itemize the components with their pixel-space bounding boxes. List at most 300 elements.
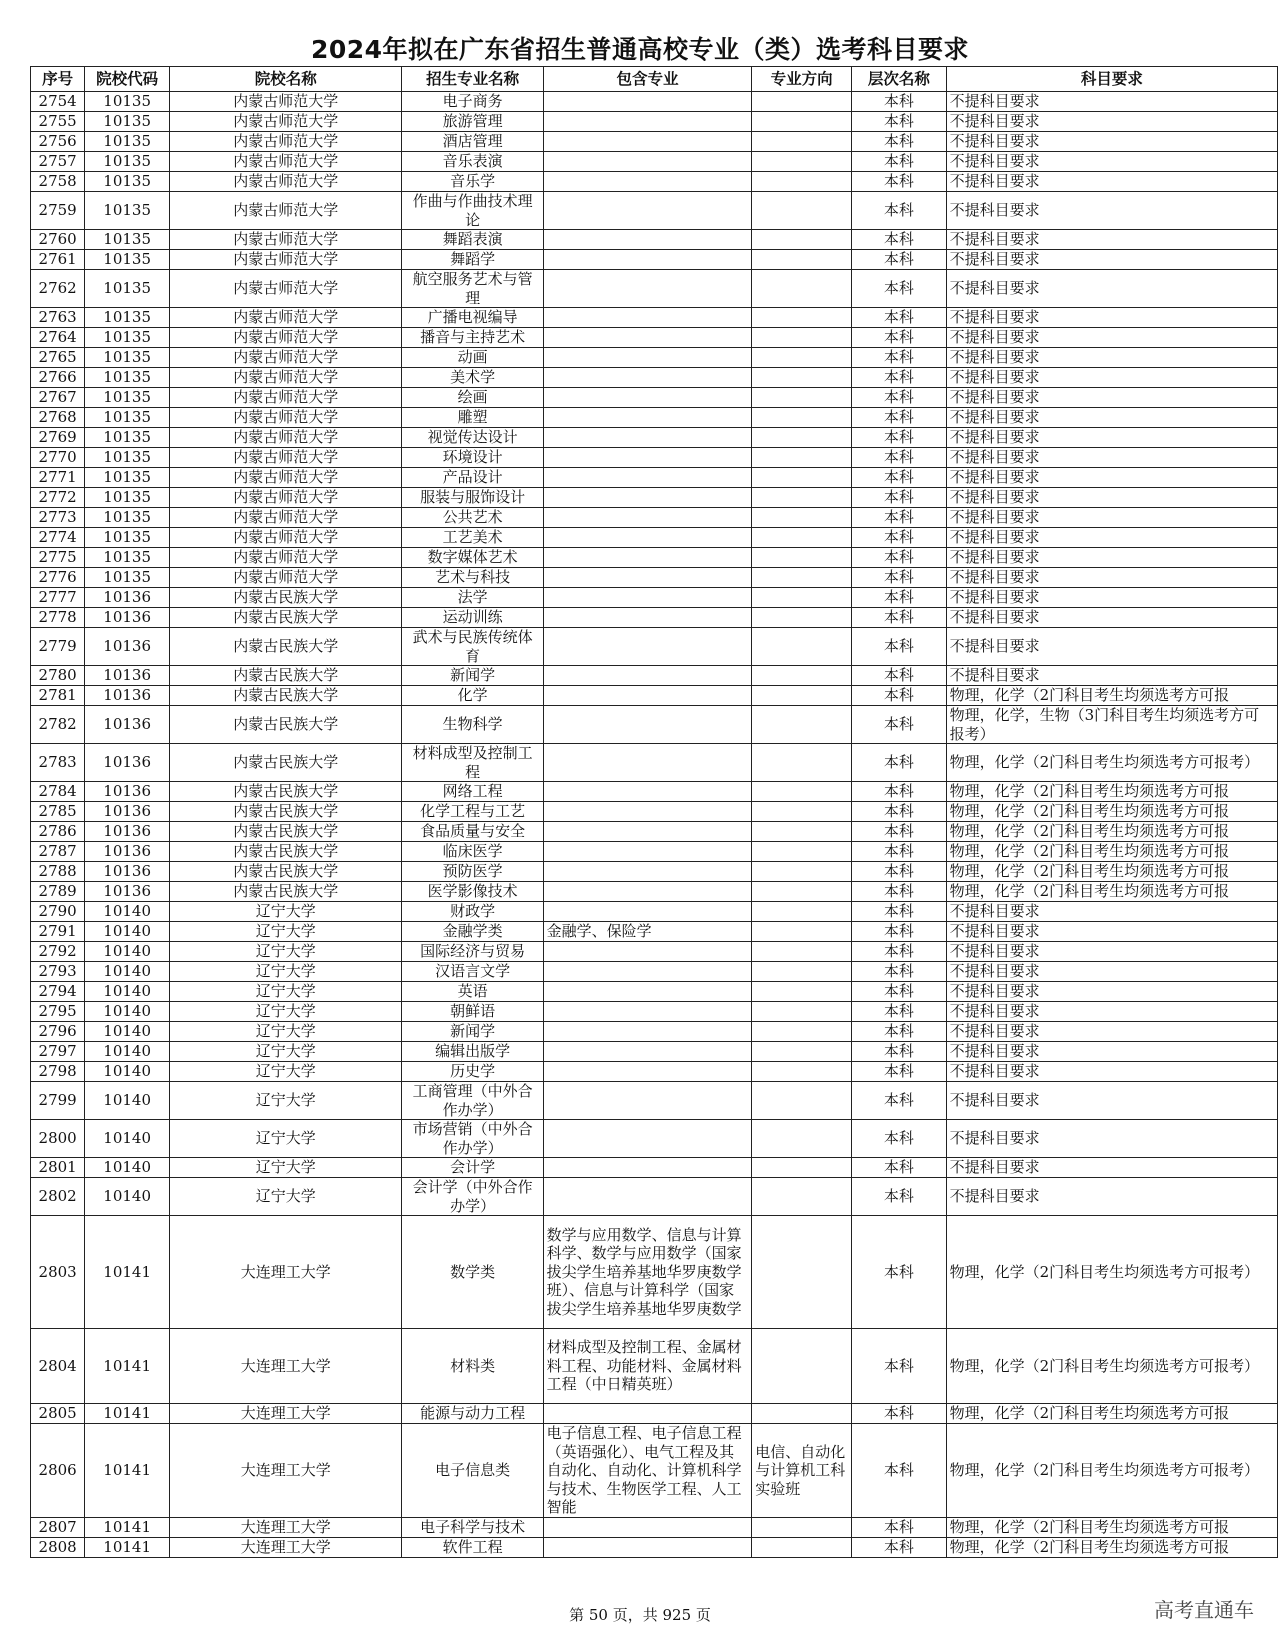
seq-cell: 2756 [31,132,85,152]
table-row [31,172,1278,192]
level-cell: 本科 [852,962,947,982]
level-cell: 本科 [852,706,947,744]
school-code-cell: 10141 [85,1216,170,1329]
school-code-cell: 10140 [85,1082,170,1120]
header-school-name: 院校名称 [170,67,402,92]
included-majors-cell [543,982,752,1002]
included-majors-cell [543,628,752,666]
school-name-cell: 大连理工大学 [170,1329,402,1404]
table-row [31,508,1278,528]
brand-watermark: 高考直通车 [1154,1598,1254,1622]
seq-cell: 2770 [31,448,85,468]
level-cell: 本科 [852,548,947,568]
included-majors-cell [543,112,752,132]
included-majors-cell [543,706,752,744]
level-cell: 本科 [852,802,947,822]
included-majors-cell [543,744,752,782]
table-row [31,588,1278,608]
level-cell: 本科 [852,408,947,428]
included-majors-cell [543,388,752,408]
school-code-cell: 10140 [85,1178,170,1216]
school-code-cell: 10136 [85,802,170,822]
subject-requirement-cell: 物理，化学（2门科目考生均须选考方可报 [946,1538,1277,1558]
direction-cell [752,1120,852,1158]
major-name-cell: 化学 [402,686,543,706]
subject-requirement-cell: 不提科目要求 [946,1062,1277,1082]
table-row [31,686,1278,706]
table-row [31,1538,1278,1558]
major-name-cell: 美术学 [402,368,543,388]
subject-requirement-cell: 不提科目要求 [946,132,1277,152]
direction-cell [752,1082,852,1120]
level-cell: 本科 [852,588,947,608]
table-row [31,1424,1278,1518]
header-included-majors: 包含专业 [543,67,752,92]
seq-cell: 2792 [31,942,85,962]
major-name-cell: 航空服务艺术与管理 [402,270,543,308]
school-name-cell: 内蒙古师范大学 [170,368,402,388]
major-name-cell: 环境设计 [402,448,543,468]
included-majors-cell [543,608,752,628]
subject-requirement-cell: 不提科目要求 [946,1120,1277,1158]
included-majors-cell [543,1002,752,1022]
table-row [31,842,1278,862]
level-cell: 本科 [852,112,947,132]
school-code-cell: 10135 [85,308,170,328]
seq-cell: 2788 [31,862,85,882]
direction-cell [752,488,852,508]
level-cell: 本科 [852,1178,947,1216]
level-cell: 本科 [852,942,947,962]
school-name-cell: 内蒙古师范大学 [170,270,402,308]
level-cell: 本科 [852,192,947,230]
school-code-cell: 10140 [85,962,170,982]
level-cell: 本科 [852,686,947,706]
included-majors-cell [543,1042,752,1062]
level-cell: 本科 [852,368,947,388]
subject-requirement-cell: 不提科目要求 [946,468,1277,488]
subject-requirement-cell: 不提科目要求 [946,112,1277,132]
included-majors-cell [543,488,752,508]
major-name-cell: 酒店管理 [402,132,543,152]
direction-cell [752,112,852,132]
table-row [31,862,1278,882]
table-row [31,388,1278,408]
direction-cell [752,942,852,962]
level-cell: 本科 [852,568,947,588]
school-name-cell: 辽宁大学 [170,1042,402,1062]
subject-requirement-cell: 物理，化学（2门科目考生均须选考方可报考） [946,1424,1277,1518]
school-name-cell: 大连理工大学 [170,1538,402,1558]
school-code-cell: 10135 [85,92,170,112]
major-name-cell: 法学 [402,588,543,608]
table-row [31,942,1278,962]
school-name-cell: 辽宁大学 [170,942,402,962]
included-majors-cell [543,588,752,608]
major-name-cell: 财政学 [402,902,543,922]
subject-requirement-cell: 不提科目要求 [946,250,1277,270]
school-name-cell: 辽宁大学 [170,1178,402,1216]
school-code-cell: 10136 [85,588,170,608]
direction-cell [752,782,852,802]
level-cell: 本科 [852,1424,947,1518]
major-name-cell: 雕塑 [402,408,543,428]
major-name-cell: 服装与服饰设计 [402,488,543,508]
table-row [31,230,1278,250]
included-majors-cell [543,842,752,862]
seq-cell: 2807 [31,1518,85,1538]
major-name-cell: 电子信息类 [402,1424,543,1518]
included-majors-cell [543,468,752,488]
included-majors-cell [543,172,752,192]
direction-cell [752,308,852,328]
direction-cell: 电信、自动化与计算机工科实验班 [752,1424,852,1518]
seq-cell: 2759 [31,192,85,230]
major-name-cell: 武术与民族传统体育 [402,628,543,666]
school-name-cell: 内蒙古民族大学 [170,822,402,842]
school-name-cell: 内蒙古师范大学 [170,448,402,468]
included-majors-cell [543,270,752,308]
included-majors-cell [543,508,752,528]
subject-requirement-cell: 不提科目要求 [946,508,1277,528]
school-code-cell: 10135 [85,112,170,132]
school-code-cell: 10135 [85,270,170,308]
seq-cell: 2774 [31,528,85,548]
seq-cell: 2772 [31,488,85,508]
major-name-cell: 数字媒体艺术 [402,548,543,568]
major-name-cell: 医学影像技术 [402,882,543,902]
seq-cell: 2794 [31,982,85,1002]
school-name-cell: 辽宁大学 [170,902,402,922]
table-row [31,568,1278,588]
included-majors-cell [543,802,752,822]
direction-cell [752,744,852,782]
subject-requirement-cell: 不提科目要求 [946,348,1277,368]
school-code-cell: 10135 [85,230,170,250]
school-name-cell: 内蒙古师范大学 [170,172,402,192]
level-cell: 本科 [852,308,947,328]
seq-cell: 2799 [31,1082,85,1120]
table-row [31,468,1278,488]
subject-requirement-cell: 不提科目要求 [946,902,1277,922]
included-majors-cell [543,1158,752,1178]
direction-cell [752,802,852,822]
major-name-cell: 舞蹈学 [402,250,543,270]
level-cell: 本科 [852,1002,947,1022]
table-row [31,488,1278,508]
major-name-cell: 汉语言文学 [402,962,543,982]
school-name-cell: 内蒙古师范大学 [170,408,402,428]
included-majors-cell [543,862,752,882]
school-code-cell: 10135 [85,568,170,588]
school-name-cell: 辽宁大学 [170,962,402,982]
level-cell: 本科 [852,1404,947,1424]
seq-cell: 2758 [31,172,85,192]
direction-cell [752,468,852,488]
level-cell: 本科 [852,1042,947,1062]
subject-requirement-cell: 不提科目要求 [946,528,1277,548]
included-majors-cell [543,1518,752,1538]
subject-requirement-cell: 不提科目要求 [946,962,1277,982]
school-code-cell: 10135 [85,448,170,468]
seq-cell: 2791 [31,922,85,942]
table-row [31,608,1278,628]
seq-cell: 2806 [31,1424,85,1518]
school-name-cell: 内蒙古师范大学 [170,250,402,270]
school-code-cell: 10135 [85,152,170,172]
requirements-table [30,66,1278,1558]
school-code-cell: 10141 [85,1424,170,1518]
level-cell: 本科 [852,744,947,782]
school-code-cell: 10141 [85,1404,170,1424]
major-name-cell: 会计学 [402,1158,543,1178]
school-code-cell: 10135 [85,528,170,548]
school-code-cell: 10135 [85,172,170,192]
table-row [31,1082,1278,1120]
major-name-cell: 英语 [402,982,543,1002]
header-subject-requirement: 科目要求 [946,67,1277,92]
school-code-cell: 10140 [85,1120,170,1158]
school-name-cell: 内蒙古民族大学 [170,862,402,882]
school-name-cell: 内蒙古师范大学 [170,112,402,132]
table-row [31,628,1278,666]
direction-cell [752,250,852,270]
school-name-cell: 大连理工大学 [170,1424,402,1518]
school-name-cell: 内蒙古师范大学 [170,192,402,230]
table-row [31,250,1278,270]
level-cell: 本科 [852,348,947,368]
level-cell: 本科 [852,902,947,922]
header-level: 层次名称 [852,67,947,92]
included-majors-cell [543,1062,752,1082]
level-cell: 本科 [852,468,947,488]
school-name-cell: 大连理工大学 [170,1404,402,1424]
direction-cell [752,922,852,942]
school-code-cell: 10135 [85,388,170,408]
seq-cell: 2801 [31,1158,85,1178]
table-row [31,744,1278,782]
school-code-cell: 10141 [85,1538,170,1558]
school-code-cell: 10140 [85,982,170,1002]
school-name-cell: 内蒙古民族大学 [170,802,402,822]
table-row [31,922,1278,942]
major-name-cell: 音乐学 [402,172,543,192]
direction-cell [752,448,852,468]
direction-cell [752,962,852,982]
school-name-cell: 内蒙古师范大学 [170,388,402,408]
school-name-cell: 内蒙古民族大学 [170,628,402,666]
direction-cell [752,666,852,686]
level-cell: 本科 [852,152,947,172]
subject-requirement-cell: 物理，化学（2门科目考生均须选考方可报 [946,822,1277,842]
direction-cell [752,588,852,608]
level-cell: 本科 [852,1158,947,1178]
included-majors-cell [543,192,752,230]
subject-requirement-cell: 不提科目要求 [946,428,1277,448]
major-name-cell: 预防医学 [402,862,543,882]
subject-requirement-cell: 物理，化学（2门科目考生均须选考方可报 [946,1518,1277,1538]
school-name-cell: 大连理工大学 [170,1216,402,1329]
major-name-cell: 旅游管理 [402,112,543,132]
direction-cell [752,152,852,172]
table-row [31,1062,1278,1082]
table-row [31,528,1278,548]
seq-cell: 2789 [31,882,85,902]
seq-cell: 2778 [31,608,85,628]
major-name-cell: 市场营销（中外合作办学） [402,1120,543,1158]
included-majors-cell [543,902,752,922]
seq-cell: 2808 [31,1538,85,1558]
level-cell: 本科 [852,388,947,408]
major-name-cell: 动画 [402,348,543,368]
subject-requirement-cell: 不提科目要求 [946,408,1277,428]
school-code-cell: 10140 [85,902,170,922]
subject-requirement-cell: 不提科目要求 [946,588,1277,608]
major-name-cell: 艺术与科技 [402,568,543,588]
table-row [31,1329,1278,1404]
seq-cell: 2764 [31,328,85,348]
major-name-cell: 临床医学 [402,842,543,862]
included-majors-cell [543,132,752,152]
school-code-cell: 10136 [85,862,170,882]
direction-cell [752,328,852,348]
included-majors-cell [543,882,752,902]
included-majors-cell [543,962,752,982]
seq-cell: 2795 [31,1002,85,1022]
included-majors-cell [543,1178,752,1216]
school-name-cell: 内蒙古师范大学 [170,468,402,488]
level-cell: 本科 [852,1062,947,1082]
school-name-cell: 辽宁大学 [170,1158,402,1178]
level-cell: 本科 [852,270,947,308]
included-majors-cell [543,822,752,842]
subject-requirement-cell: 不提科目要求 [946,328,1277,348]
school-name-cell: 辽宁大学 [170,1002,402,1022]
seq-cell: 2754 [31,92,85,112]
subject-requirement-cell: 物理，化学（2门科目考生均须选考方可报 [946,1404,1277,1424]
level-cell: 本科 [852,822,947,842]
direction-cell [752,92,852,112]
header-major-name: 招生专业名称 [402,67,543,92]
school-name-cell: 内蒙古师范大学 [170,230,402,250]
table-row [31,448,1278,468]
included-majors-cell: 金融学、保险学 [543,922,752,942]
school-code-cell: 10140 [85,922,170,942]
major-name-cell: 新闻学 [402,666,543,686]
header-direction: 专业方向 [752,67,852,92]
school-code-cell: 10140 [85,1158,170,1178]
subject-requirement-cell: 物理，化学（2门科目考生均须选考方可报 [946,782,1277,802]
seq-cell: 2782 [31,706,85,744]
subject-requirement-cell: 不提科目要求 [946,92,1277,112]
included-majors-cell [543,1022,752,1042]
included-majors-cell [543,328,752,348]
subject-requirement-cell: 物理，化学，生物（3门科目考生均须选考方可报考） [946,706,1277,744]
table-row [31,1178,1278,1216]
level-cell: 本科 [852,1538,947,1558]
major-name-cell: 数学类 [402,1216,543,1329]
school-code-cell: 10136 [85,706,170,744]
school-name-cell: 内蒙古民族大学 [170,706,402,744]
subject-requirement-cell: 不提科目要求 [946,230,1277,250]
direction-cell [752,428,852,448]
seq-cell: 2780 [31,666,85,686]
subject-requirement-cell: 不提科目要求 [946,172,1277,192]
seq-cell: 2802 [31,1178,85,1216]
major-name-cell: 生物科学 [402,706,543,744]
school-code-cell: 10135 [85,132,170,152]
subject-requirement-cell: 不提科目要求 [946,388,1277,408]
seq-cell: 2785 [31,802,85,822]
subject-requirement-cell: 不提科目要求 [946,608,1277,628]
school-code-cell: 10135 [85,508,170,528]
included-majors-cell [543,1538,752,1558]
seq-cell: 2763 [31,308,85,328]
school-code-cell: 10136 [85,744,170,782]
subject-requirement-cell: 物理，化学（2门科目考生均须选考方可报 [946,862,1277,882]
included-majors-cell [543,428,752,448]
school-code-cell: 10136 [85,686,170,706]
subject-requirement-cell: 不提科目要求 [946,192,1277,230]
subject-requirement-cell: 不提科目要求 [946,448,1277,468]
school-name-cell: 内蒙古民族大学 [170,782,402,802]
seq-cell: 2793 [31,962,85,982]
school-name-cell: 内蒙古师范大学 [170,568,402,588]
included-majors-cell: 电子信息工程、电子信息工程（英语强化）、电气工程及其自动化、自动化、计算机科学与技术、生物医学工程、人工智能 [543,1424,752,1518]
subject-requirement-cell: 不提科目要求 [946,548,1277,568]
major-name-cell: 电子科学与技术 [402,1518,543,1538]
school-code-cell: 10135 [85,250,170,270]
major-name-cell: 材料类 [402,1329,543,1404]
level-cell: 本科 [852,782,947,802]
table-row [31,982,1278,1002]
header-school-code: 院校代码 [85,67,170,92]
seq-cell: 2790 [31,902,85,922]
direction-cell [752,408,852,428]
seq-cell: 2805 [31,1404,85,1424]
school-name-cell: 辽宁大学 [170,982,402,1002]
direction-cell [752,270,852,308]
major-name-cell: 材料成型及控制工程 [402,744,543,782]
level-cell: 本科 [852,528,947,548]
direction-cell [752,1002,852,1022]
level-cell: 本科 [852,428,947,448]
subject-requirement-cell: 物理，化学（2门科目考生均须选考方可报 [946,686,1277,706]
table-row [31,152,1278,172]
school-code-cell: 10136 [85,842,170,862]
school-code-cell: 10135 [85,468,170,488]
included-majors-cell [543,666,752,686]
school-code-cell: 10141 [85,1518,170,1538]
direction-cell [752,230,852,250]
school-name-cell: 内蒙古师范大学 [170,328,402,348]
school-name-cell: 内蒙古民族大学 [170,744,402,782]
header-seq: 序号 [31,67,85,92]
subject-requirement-cell: 不提科目要求 [946,308,1277,328]
major-name-cell: 能源与动力工程 [402,1404,543,1424]
included-majors-cell: 数学与应用数学、信息与计算科学、数学与应用数学（国家拔尖学生培养基地华罗庚数学班）、信息与计算科学（国家拔尖学生培养基地华罗庚数学 [543,1216,752,1329]
school-name-cell: 内蒙古师范大学 [170,488,402,508]
school-code-cell: 10136 [85,782,170,802]
school-code-cell: 10135 [85,348,170,368]
major-name-cell: 工艺美术 [402,528,543,548]
major-name-cell: 电子商务 [402,92,543,112]
table-row [31,1042,1278,1062]
seq-cell: 2804 [31,1329,85,1404]
direction-cell [752,192,852,230]
school-name-cell: 辽宁大学 [170,1082,402,1120]
table-row [31,1518,1278,1538]
